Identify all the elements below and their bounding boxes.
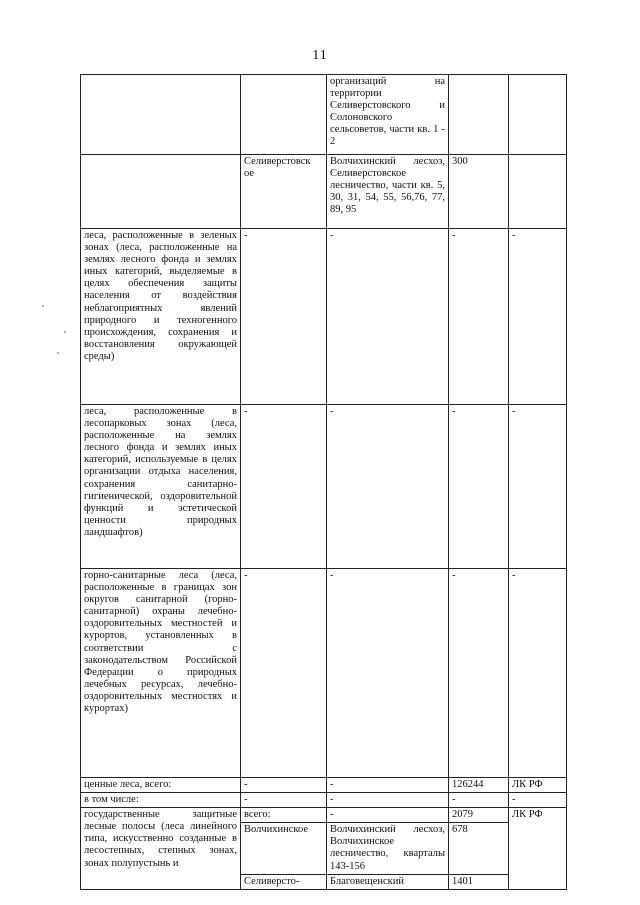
table-cell: леса, расположенные в лесопарковых зонах (леса, расположенные на землях лесного фонда и землях иных категорий, используемые в целях организации отдыха населения, сохранения санитарно-гигиенической, оздоровительной функций и эстетической ценности природных ландшафтов) [81, 405, 241, 569]
table-cell: леса, расположенные в зеленых зонах (леса, расположенные на землях лесного фонда и землях иных категорий, выделяемые в целях обеспечения защиты населения от воздействия неблагоприятных явлений природного и техногенного происхождения, сохранения и восстановления окружающей среды) [81, 229, 241, 405]
table-cell: - [449, 793, 509, 808]
table-row [81, 405, 567, 569]
table-cell: 678 [449, 823, 509, 874]
table-cell: - [509, 569, 567, 778]
table-cell: - [241, 569, 327, 778]
table-row [81, 155, 567, 229]
table-cell: - [449, 569, 509, 778]
table-cell: - [241, 405, 327, 569]
table-cell: ценные леса, всего: [81, 778, 241, 793]
page-number: 11 [312, 48, 328, 63]
table-cell: - [509, 793, 567, 808]
table-cell [509, 155, 567, 229]
table-cell: - [327, 778, 449, 793]
table-cell: - [327, 229, 449, 405]
table-cell: в том числе: [81, 793, 241, 808]
table-cell [449, 75, 509, 155]
scan-speck [57, 352, 59, 354]
table-cell: ЛК РФ [509, 778, 567, 793]
table-cell: горно-санитарные леса (леса, расположенные в границах зон округов санитарной (горно-санитарной) охраны лечебно-оздоровительных местностей и курортов, установленных в соответствии с законодательством Российской Федерации о природных лечебных ресурсах, лечебно-оздоровительных местностях и курортах) [81, 569, 241, 778]
table-cell: Благовещенский [327, 874, 449, 889]
table-cell: - [449, 229, 509, 405]
scan-speck [42, 305, 44, 307]
table-cell: - [327, 569, 449, 778]
table-cell: всего: [241, 808, 327, 823]
table-row [81, 808, 567, 823]
table-cell: - [509, 405, 567, 569]
table-cell: Селиверстовск ое [241, 155, 327, 229]
table-cell: 1401 [449, 874, 509, 889]
table-row [81, 778, 567, 793]
scan-speck [64, 331, 66, 333]
table-cell: - [327, 808, 449, 823]
table-cell [81, 75, 241, 155]
table-cell: Волчихинский лесхоз, Волчихинское лесничество, кварталы 143-156 [327, 823, 449, 874]
table-cell: - [509, 229, 567, 405]
table-row [81, 569, 567, 778]
table-cell: ЛК РФ [509, 808, 567, 890]
table-cell [509, 75, 567, 155]
table-row [81, 75, 567, 155]
table-cell: 2079 [449, 808, 509, 823]
table-cell: Волчихинский лесхоз, Селиверстовское лесничество, части кв. 5, 30, 31, 54, 55, 56,76, 77, 89, 95 [327, 155, 449, 229]
table-row [81, 793, 567, 808]
table-cell: Селиверсто- [241, 874, 327, 889]
table-row [81, 229, 567, 405]
table-cell: - [327, 793, 449, 808]
table-cell: - [327, 405, 449, 569]
table-cell [81, 155, 241, 229]
table-cell: организаций на территории Селиверстовского и Солоновского сельсоветов, части кв. 1 - 2 [327, 75, 449, 155]
table-cell: государственные защитные лесные полосы (леса линейного типа, искусственно созданные в лесостепных, степных зонах, зонах полупустынь и [81, 808, 241, 890]
table-cell [241, 75, 327, 155]
table-cell: - [241, 778, 327, 793]
table-cell: - [241, 793, 327, 808]
table-cell: 126244 [449, 778, 509, 793]
table-cell: Волчихинское [241, 823, 327, 874]
table-cell: - [241, 229, 327, 405]
table-cell: 300 [449, 155, 509, 229]
table-cell: - [449, 405, 509, 569]
forest-categories-table [80, 74, 567, 890]
